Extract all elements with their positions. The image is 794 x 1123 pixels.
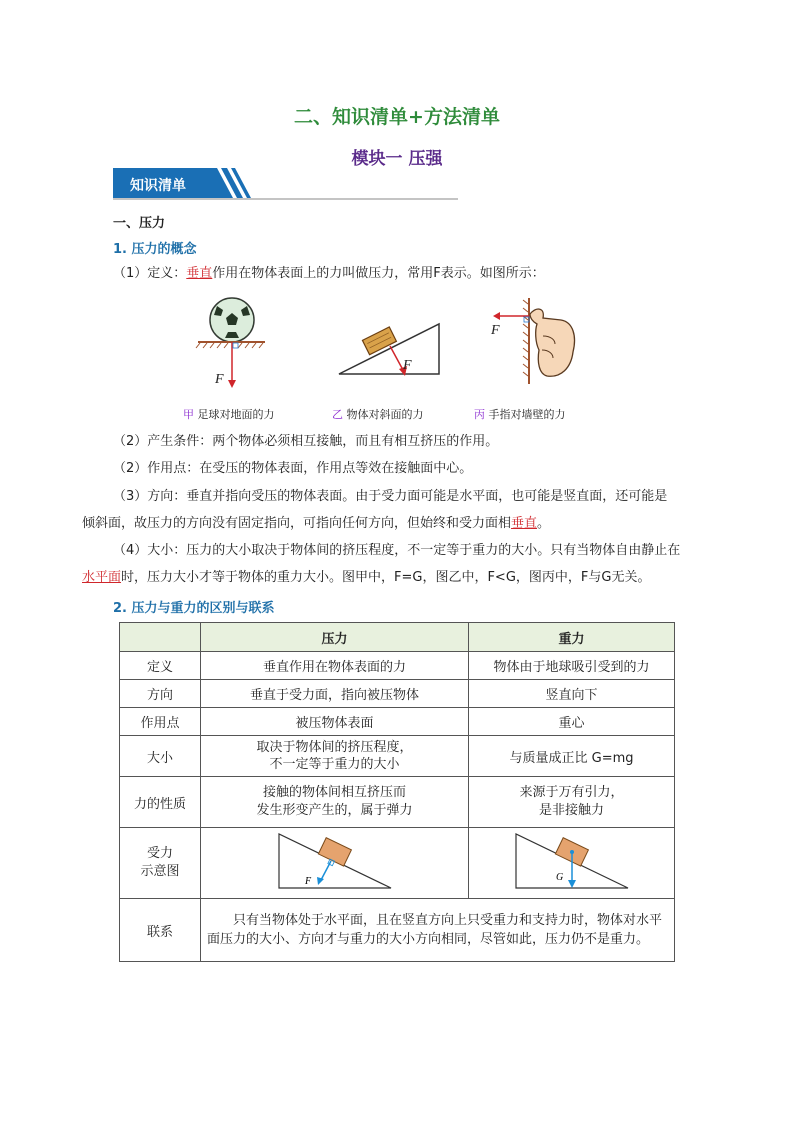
direction-paragraph-line1: （3）方向：垂直并指向受压的物体表面。由于受力面可能是水平面，也可能是竖直面，还可能是 bbox=[113, 489, 668, 504]
link-text-content: 只有当物体处于水平面，且在竖直方向上只受重力和支持力时，物体对水平面压力的大小、方向才与重力的大小方向相同，尽管如此，压力仍不是重力。 bbox=[207, 913, 663, 947]
subheading-compare: 2. 压力与重力的区别与联系 bbox=[113, 601, 275, 616]
row-label: 联系 bbox=[120, 899, 201, 962]
subheading-concept: 1. 压力的概念 bbox=[113, 242, 197, 257]
row-label: 方向 bbox=[120, 680, 201, 708]
gravity-diagram bbox=[512, 830, 632, 892]
table-cell: 被压物体表面 bbox=[201, 708, 469, 736]
gravity-diagram-cell bbox=[469, 828, 675, 899]
banner-label: 知识清单 bbox=[130, 178, 186, 194]
table-row bbox=[120, 828, 675, 899]
table-cell: 取决于物体间的挤压程度， 不一定等于重力的大小 bbox=[201, 736, 469, 777]
caption-2-mark: 乙 bbox=[332, 408, 343, 421]
direction-end: 。 bbox=[537, 516, 551, 531]
size-keyword: 水平面 bbox=[82, 570, 122, 585]
force-label-3: F bbox=[491, 323, 500, 338]
pressure-diagram bbox=[275, 830, 395, 892]
definition-prefix: （1）定义： bbox=[113, 266, 187, 281]
table-cell: 垂直于受力面，指向被压物体 bbox=[201, 680, 469, 708]
table-row bbox=[120, 899, 675, 962]
direction-text: 倾斜面，故压力的方向没有固定指向，可指向任何方向，但始终和受力面相 bbox=[82, 516, 512, 531]
caption-2-text: 物体对斜面的力 bbox=[343, 408, 424, 421]
header-cell: 压力 bbox=[201, 623, 469, 652]
caption-1-text: 足球对地面的力 bbox=[194, 408, 275, 421]
page-title: 二、知识清单+方法清单 bbox=[294, 106, 500, 128]
table-row bbox=[120, 736, 675, 777]
football-figure bbox=[195, 292, 275, 392]
size-paragraph-line2 bbox=[82, 564, 650, 591]
force-label-1: F bbox=[215, 372, 224, 387]
definition-keyword: 垂直 bbox=[186, 266, 213, 281]
caption-1-mark: 甲 bbox=[183, 408, 194, 421]
table-cell: 接触的物体间相互挤压而 发生形变产生的，属于弹力 bbox=[201, 777, 469, 828]
row-label: 大小 bbox=[120, 736, 201, 777]
table-cell: 重心 bbox=[469, 708, 675, 736]
table-row bbox=[120, 708, 675, 736]
caption-2 bbox=[332, 406, 424, 422]
table-header-row bbox=[120, 623, 675, 652]
table-cell: 物体由于地球吸引受到的力 bbox=[469, 652, 675, 680]
caption-3-text: 手指对墙壁的力 bbox=[485, 408, 566, 421]
incline-figure bbox=[335, 318, 445, 380]
section-heading: 一、压力 bbox=[113, 216, 166, 231]
size-paragraph-line1: （4）大小：压力的大小取决于物体间的挤压程度，不一定等于重力的大小。只有当物体自由静止在 bbox=[113, 543, 681, 558]
table-row bbox=[120, 777, 675, 828]
direction-paragraph-line2 bbox=[82, 510, 550, 537]
header-cell: 重力 bbox=[469, 623, 675, 652]
caption-3 bbox=[474, 406, 566, 422]
table-cell: 来源于万有引力， 是非接触力 bbox=[469, 777, 675, 828]
size-text: 时，压力大小才等于物体的重力大小。图甲中，F=G，图乙中，F<G，图丙中，F与G无关。 bbox=[121, 570, 651, 585]
diagram-g-label: G bbox=[555, 872, 563, 883]
row-label: 定义 bbox=[120, 652, 201, 680]
definition-text: 作用在物体表面上的力叫做压力，常用F表示。如图所示： bbox=[212, 266, 545, 281]
row-label: 作用点 bbox=[120, 708, 201, 736]
direction-keyword: 垂直 bbox=[511, 516, 538, 531]
table-row bbox=[120, 652, 675, 680]
table-row bbox=[120, 680, 675, 708]
diagram-f-label: F bbox=[304, 876, 311, 887]
condition-paragraph: （2）产生条件：两个物体必须相互接触，而且有相互挤压的作用。 bbox=[113, 434, 499, 449]
definition-paragraph bbox=[113, 260, 545, 287]
module-title: 模块一 压强 bbox=[351, 149, 443, 169]
table-cell: 垂直作用在物体表面的力 bbox=[201, 652, 469, 680]
comparison-table bbox=[119, 622, 675, 962]
header-cell bbox=[120, 623, 201, 652]
table-cell: 与质量成正比 G=mg bbox=[469, 736, 675, 777]
link-text bbox=[201, 899, 675, 962]
caption-1 bbox=[183, 406, 275, 422]
thumb-wall-figure bbox=[485, 296, 585, 386]
row-label: 力的性质 bbox=[120, 777, 201, 828]
caption-3-mark: 丙 bbox=[474, 408, 485, 421]
force-label-2: F bbox=[403, 358, 412, 373]
table-cell: 竖直向下 bbox=[469, 680, 675, 708]
pressure-diagram-cell bbox=[201, 828, 469, 899]
row-label: 受力 示意图 bbox=[120, 828, 201, 899]
point-paragraph: （2）作用点：在受压的物体表面，作用点等效在接触面中心。 bbox=[113, 461, 473, 476]
